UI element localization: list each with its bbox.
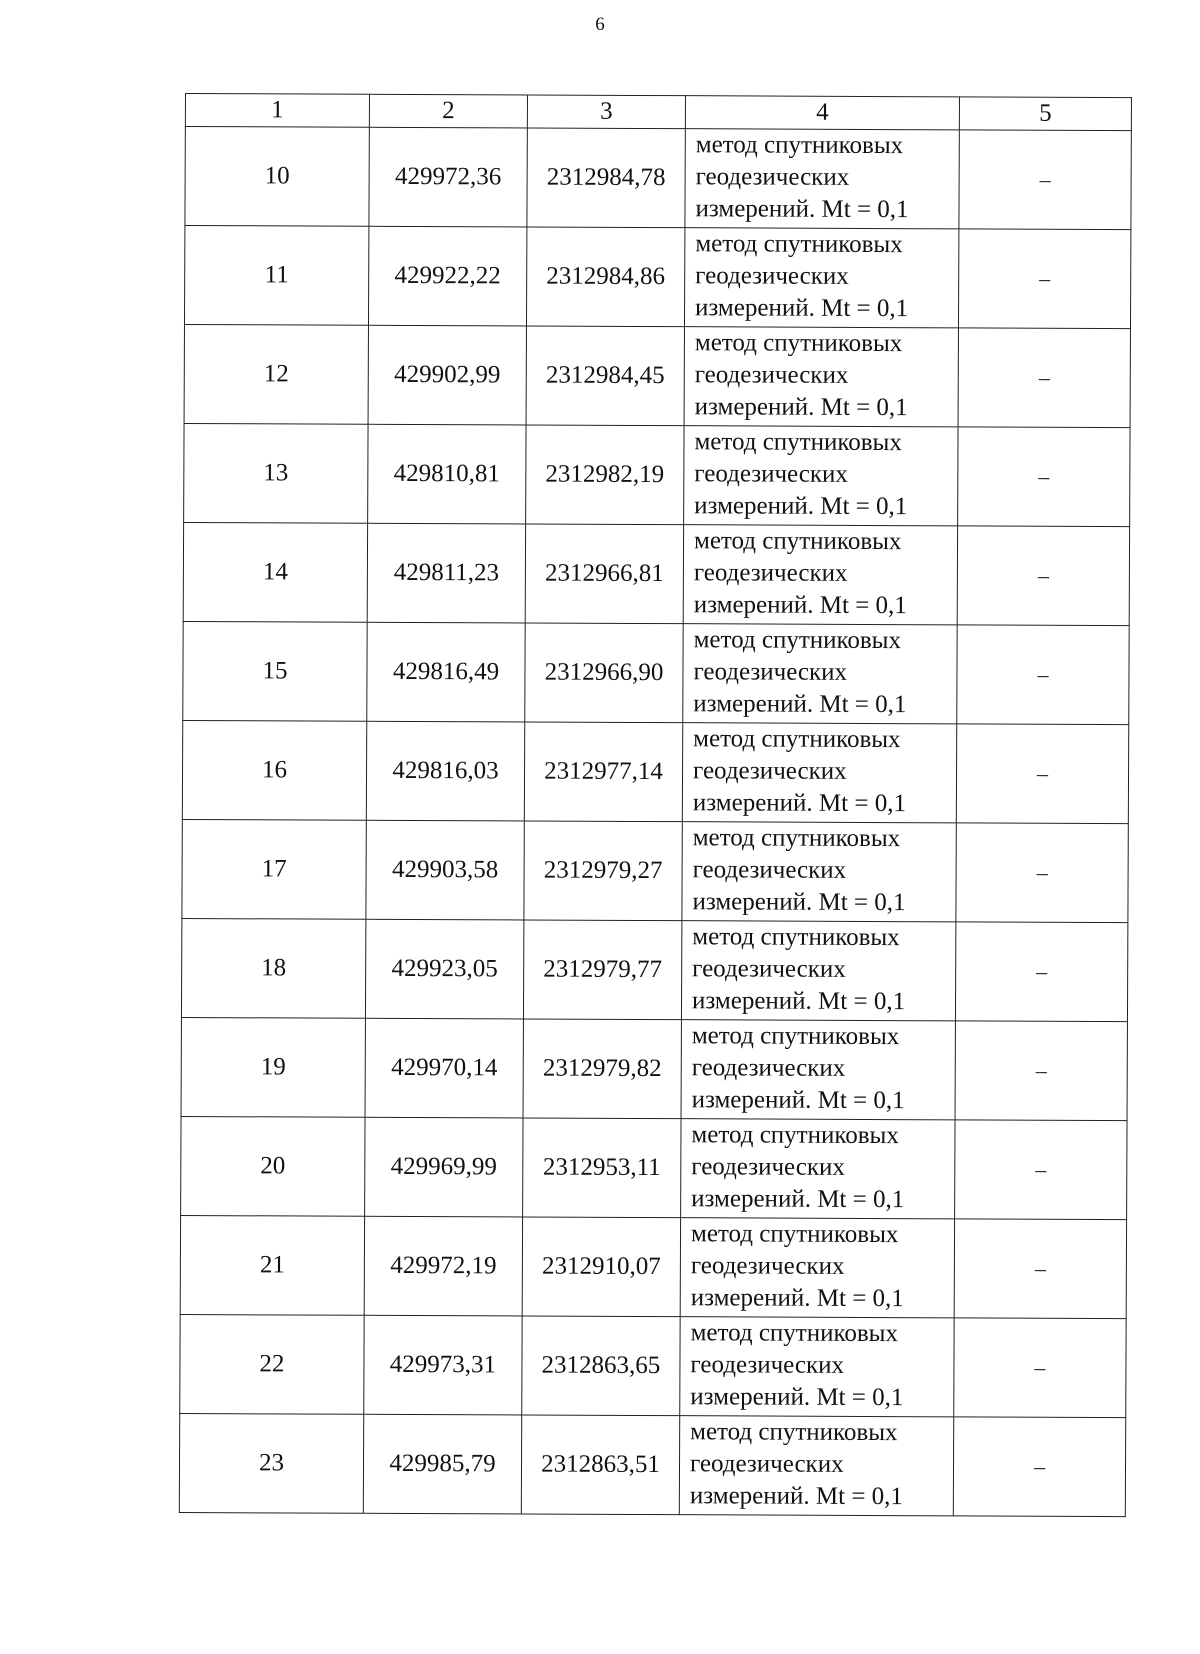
- method-cell: [680, 1218, 954, 1318]
- x-coordinate-cell: 429970,14: [365, 1018, 523, 1118]
- method-line-3: измерений. Mt = 0,1: [692, 789, 907, 818]
- method-line-2: геодезических: [691, 1153, 845, 1181]
- point-number-cell: 22: [180, 1314, 364, 1414]
- table-row: [181, 1017, 1127, 1120]
- y-coordinate-cell: 2312982,19: [526, 425, 684, 525]
- method-line-1: метод спутниковых: [695, 131, 904, 160]
- method-cell: [685, 129, 959, 229]
- x-coordinate-cell: 429973,31: [364, 1315, 522, 1415]
- y-coordinate-cell: 2312953,11: [523, 1118, 681, 1218]
- x-coordinate-cell: 429923,05: [365, 919, 523, 1019]
- method-line-3: измерений. Mt = 0,1: [690, 1383, 904, 1412]
- method-cell: [682, 723, 956, 823]
- column-header: 1: [185, 94, 369, 128]
- note-cell: –: [955, 1021, 1127, 1121]
- y-coordinate-cell: 2312863,65: [522, 1316, 680, 1416]
- y-coordinate-cell: 2312979,77: [523, 920, 681, 1020]
- column-header: 2: [369, 94, 527, 128]
- note-cell: –: [957, 625, 1129, 725]
- method-line-2: геодезических: [694, 361, 849, 389]
- note-cell: –: [958, 328, 1130, 428]
- point-number-cell: 15: [183, 621, 367, 721]
- x-coordinate-cell: 429985,79: [363, 1414, 521, 1514]
- point-number-cell: 10: [185, 127, 369, 227]
- point-number-cell: 23: [179, 1413, 363, 1513]
- y-coordinate-cell: 2312984,45: [526, 326, 684, 426]
- x-coordinate-cell: 429972,36: [369, 127, 527, 227]
- method-line-2: геодезических: [693, 658, 848, 686]
- point-number-cell: 17: [182, 819, 366, 919]
- point-number-cell: 11: [184, 226, 368, 326]
- method-line-1: метод спутниковых: [690, 1220, 899, 1249]
- y-coordinate-cell: 2312979,82: [523, 1019, 681, 1119]
- y-coordinate-cell: 2312984,78: [527, 128, 685, 228]
- note-cell: –: [958, 229, 1130, 329]
- note-cell: –: [959, 130, 1131, 230]
- method-line-1: метод спутниковых: [690, 1418, 898, 1447]
- note-cell: –: [955, 922, 1127, 1022]
- note-cell: –: [958, 427, 1130, 527]
- table-header-row: [185, 94, 1131, 131]
- x-coordinate-cell: 429810,81: [368, 424, 526, 524]
- method-line-3: измерений. Mt = 0,1: [693, 690, 907, 719]
- coordinates-table-container: [179, 93, 1131, 1517]
- page-number: 6: [595, 14, 605, 35]
- table-row: [185, 127, 1131, 230]
- table-row: [181, 918, 1127, 1021]
- method-line-2: геодезических: [692, 955, 846, 983]
- point-number-cell: 21: [180, 1215, 364, 1315]
- y-coordinate-cell: 2312979,27: [524, 821, 682, 921]
- x-coordinate-cell: 429816,49: [367, 622, 525, 722]
- column-header: 4: [685, 96, 959, 130]
- method-line-1: метод спутниковых: [691, 1022, 900, 1051]
- y-coordinate-cell: 2312910,07: [522, 1217, 680, 1317]
- note-cell: –: [954, 1318, 1126, 1418]
- y-coordinate-cell: 2312977,14: [524, 722, 682, 822]
- table-row: [183, 621, 1129, 724]
- method-line-2: геодезических: [695, 262, 849, 290]
- x-coordinate-cell: 429972,19: [364, 1216, 522, 1316]
- x-coordinate-cell: 429969,99: [365, 1117, 523, 1217]
- column-header: 3: [527, 95, 685, 129]
- y-coordinate-cell: 2312966,90: [525, 623, 683, 723]
- method-line-3: измерений. Mt = 0,1: [691, 987, 906, 1016]
- column-header: 5: [959, 97, 1131, 131]
- table-row: [182, 819, 1128, 922]
- method-line-2: геодезических: [691, 1054, 846, 1082]
- table-row: [180, 1314, 1126, 1417]
- table-row: [184, 226, 1130, 329]
- method-line-1: метод спутниковых: [691, 1121, 899, 1150]
- method-cell: [681, 1119, 955, 1219]
- method-cell: [682, 822, 956, 922]
- table-row: [184, 423, 1130, 526]
- x-coordinate-cell: 429902,99: [368, 325, 526, 425]
- method-cell: [684, 228, 958, 328]
- table-row: [181, 1116, 1127, 1219]
- table-row: [182, 720, 1128, 823]
- table-body: [179, 127, 1131, 1517]
- method-line-3: измерений. Mt = 0,1: [694, 393, 908, 422]
- table-row: [184, 324, 1130, 427]
- x-coordinate-cell: 429903,58: [366, 820, 524, 920]
- method-line-3: измерений. Mt = 0,1: [689, 1482, 904, 1511]
- method-line-1: метод спутниковых: [694, 428, 902, 457]
- method-line-2: геодезических: [695, 163, 850, 191]
- method-line-3: измерений. Mt = 0,1: [692, 888, 906, 917]
- method-line-1: метод спутниковых: [692, 923, 900, 952]
- method-line-2: геодезических: [692, 757, 847, 785]
- method-line-3: измерений. Mt = 0,1: [695, 195, 909, 224]
- method-cell: [683, 525, 957, 625]
- table-row: [179, 1413, 1125, 1516]
- method-line-1: метод спутниковых: [692, 824, 901, 853]
- point-number-cell: 18: [181, 918, 365, 1018]
- method-line-2: геодезических: [693, 559, 848, 587]
- note-cell: –: [957, 526, 1129, 626]
- method-line-3: измерений. Mt = 0,1: [690, 1284, 904, 1313]
- method-line-2: геодезических: [690, 1252, 845, 1280]
- method-line-3: измерений. Mt = 0,1: [691, 1086, 905, 1115]
- method-line-3: измерений. Mt = 0,1: [695, 294, 909, 323]
- method-line-1: метод спутниковых: [693, 626, 902, 655]
- x-coordinate-cell: 429811,23: [367, 523, 525, 623]
- y-coordinate-cell: 2312863,51: [521, 1415, 679, 1515]
- method-line-2: геодезических: [689, 1450, 844, 1478]
- method-line-3: измерений. Mt = 0,1: [694, 492, 908, 521]
- method-line-3: измерений. Mt = 0,1: [693, 591, 907, 620]
- point-number-cell: 19: [181, 1017, 365, 1117]
- y-coordinate-cell: 2312984,86: [526, 227, 684, 327]
- method-line-1: метод спутниковых: [690, 1319, 899, 1348]
- note-cell: –: [953, 1417, 1125, 1517]
- point-number-cell: 14: [183, 522, 367, 622]
- method-cell: [684, 426, 958, 526]
- x-coordinate-cell: 429816,03: [366, 721, 524, 821]
- method-line-1: метод спутниковых: [695, 230, 903, 259]
- method-cell: [680, 1317, 954, 1417]
- method-line-2: геодезических: [694, 460, 848, 488]
- note-cell: –: [954, 1219, 1126, 1319]
- y-coordinate-cell: 2312966,81: [525, 524, 683, 624]
- note-cell: –: [956, 724, 1128, 824]
- note-cell: –: [956, 823, 1128, 923]
- method-line-1: метод спутниковых: [693, 725, 901, 754]
- point-number-cell: 13: [184, 423, 368, 523]
- point-number-cell: 12: [184, 324, 368, 424]
- table-row: [183, 522, 1129, 625]
- x-coordinate-cell: 429922,22: [368, 226, 526, 326]
- table-row: [180, 1215, 1126, 1318]
- note-cell: –: [955, 1120, 1127, 1220]
- method-cell: [684, 327, 958, 427]
- point-number-cell: 16: [182, 720, 366, 820]
- method-cell: [679, 1416, 953, 1516]
- method-cell: [681, 921, 955, 1021]
- method-line-2: геодезических: [690, 1351, 845, 1379]
- coordinates-table: [179, 93, 1132, 1517]
- method-line-1: метод спутниковых: [693, 527, 902, 556]
- method-line-2: геодезических: [692, 856, 847, 884]
- method-cell: [681, 1020, 955, 1120]
- point-number-cell: 20: [181, 1116, 365, 1216]
- method-line-1: метод спутниковых: [694, 329, 903, 358]
- method-cell: [683, 624, 957, 724]
- method-line-3: измерений. Mt = 0,1: [691, 1185, 905, 1214]
